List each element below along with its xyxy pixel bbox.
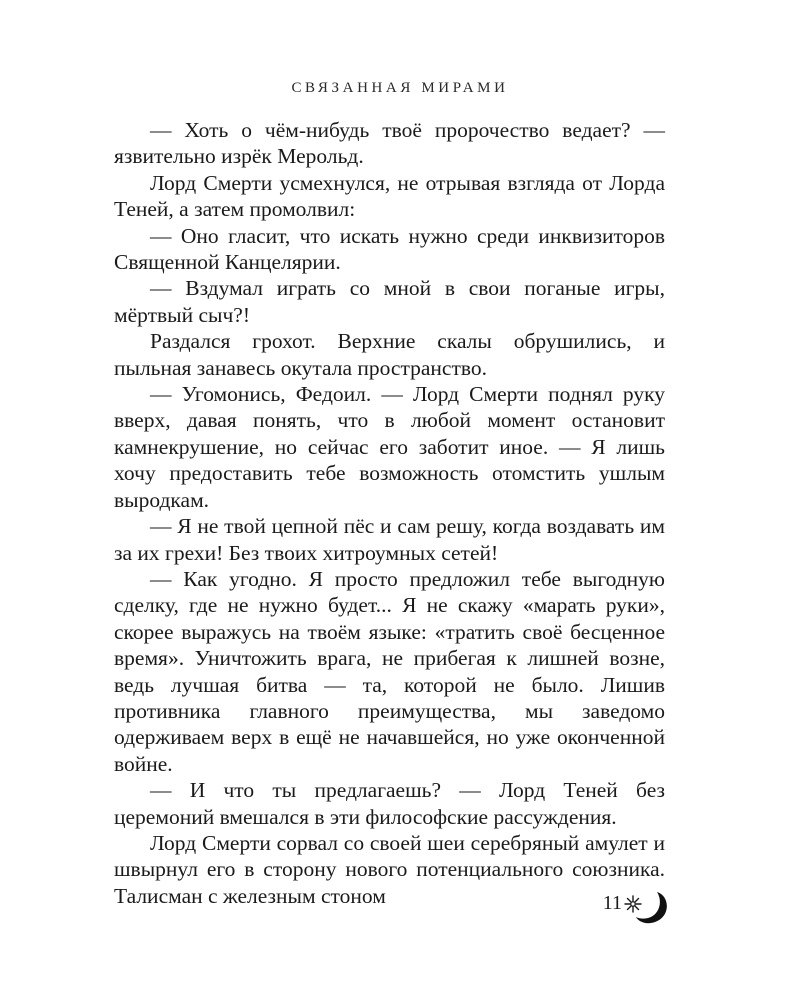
star-moon-icon (624, 886, 670, 926)
paragraph: Лорд Смерти усмехнулся, не отрывая взгляда от Лорда Теней, а затем промолвил: (114, 170, 665, 222)
paragraph: Лорд Смерти сорвал со своей шеи серебряный амулет и швырнул его в сторону нового потенциального союзника. Талисман с железным стоном (114, 830, 665, 908)
paragraph: — Я не твой цепной пёс и сам решу, когда воздавать им за их грехи! Без твоих хитроумных сетей! (114, 514, 665, 565)
paragraph: — Угомонись, Федоил. — Лорд Смерти поднял руку вверх, давая понять, что в любой момент остановит камнекрушение, но сейчас его заботит иное. — Я лишь хочу предоставить тебе возможность отомстить ушлым выродкам. (114, 382, 665, 512)
paragraph: — Вздумал играть со мной в свои поганые игры, мёртвый сыч?! (114, 276, 665, 327)
paragraph: — Хоть о чём-нибудь твоё пророчество ведает? — язвительно изрёк Мерольд. (114, 118, 665, 169)
running-head: СВЯЗАННАЯ МИРАМИ (291, 80, 509, 96)
page-number: 11 (602, 892, 622, 914)
page-footer (560, 886, 670, 926)
paragraph: — Оно гласит, что искать нужно среди инквизиторов Священной Канцелярии. (114, 223, 665, 275)
paragraph: — Как угодно. Я просто предложил тебе выгодную сделку, где не нужно будет... Я не скажу «марать руки», скорее выражусь на твоём языке: «тратить своё бесценное время». Уничтожить врага, не прибегая к лишней возне, ведь лучшая битва — та, которой не было. Лишив противника главного преимущества, мы заведомо одерживаем верх в ещё не начавшейся, но уже оконченной войне. (114, 566, 665, 776)
body-text (114, 117, 665, 909)
paragraph: Раздался грохот. Верхние скалы обрушились, и пыльная занавесь окутала пространство. (114, 329, 665, 380)
paragraph: — И что ты предлагаешь? — Лорд Теней без церемоний вмешался в эти философские рассуждения. (114, 778, 665, 829)
